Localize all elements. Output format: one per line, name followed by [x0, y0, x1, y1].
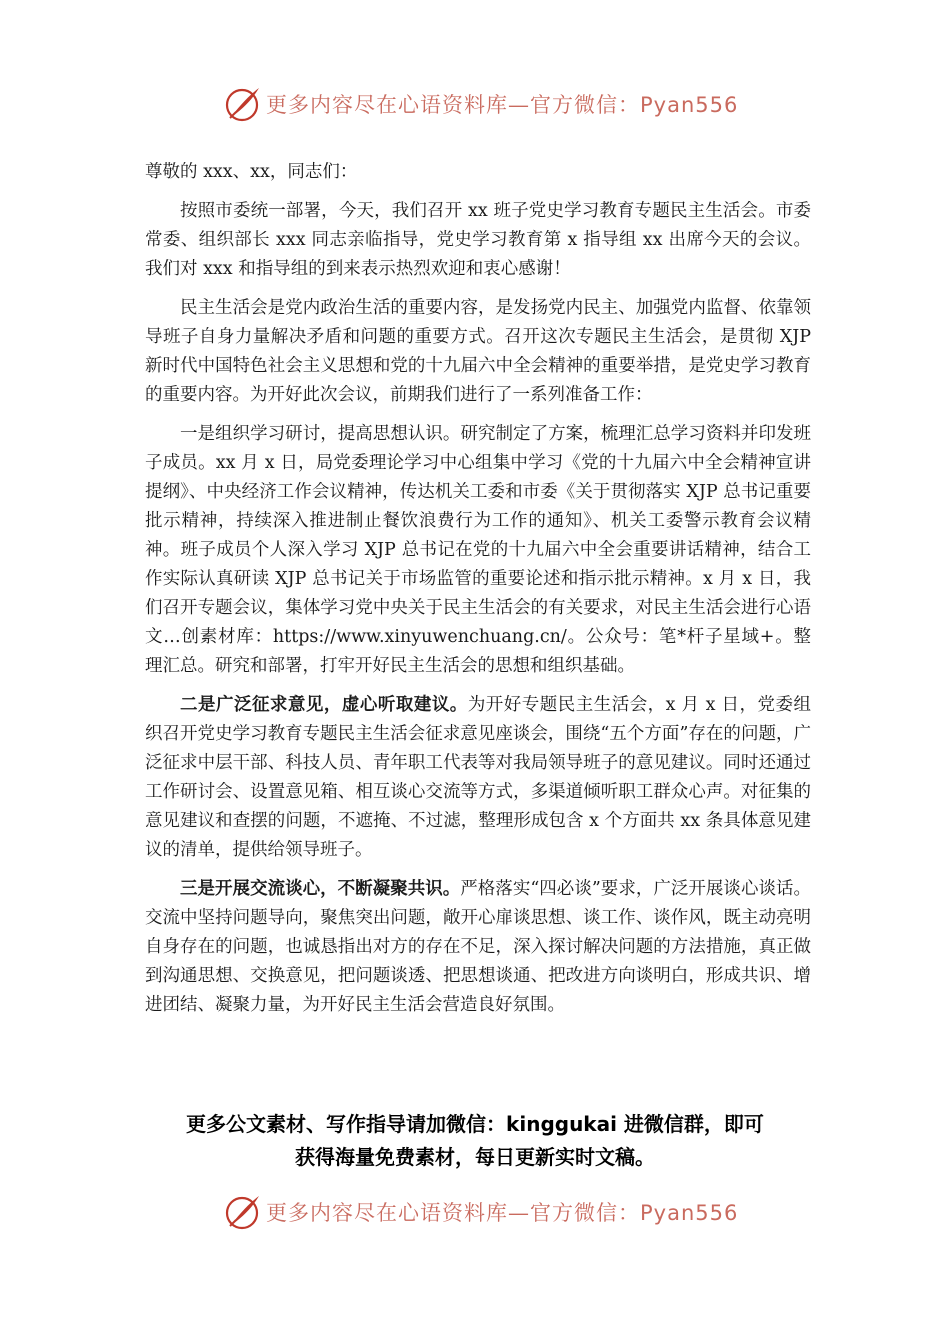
- paragraph-body: 一是组织学习研讨，提高思想认识。研究制定了方案，梳理汇总学习资料并印发班子成员。xx 月 x 日，局党委理论学习中心组集中学习《党的十九届六中全会精神宣讲提纲》、中央经济工作会议精神，传达机关工委和市委《关于贯彻落实 XJP 总书记重要批示精神，持续深入推进制止餐饮浪费行为工作的通知》、机关工委警示教育会议精神。班子成员个人深入学习 XJP 总书记在党的十九届六中全会重要讲话精神，结合工作实际认真研读 XJP 总书记关于市场监管的重要论述和指示批示精神。x 月 x 日，我们召开专题会议，集体学习党中央关于民主生活会的有关要求，对民主生活会进行心语文…创素材库：https://www.xinyuwenchuang.cn/。公众号：笔*杆子星域+。整理汇总。研究和部署，打牢开好民主生活会的思想和组织基础。: [145, 424, 811, 676]
- paragraph-body: 为开好专题民主生活会，x 月 x 日，党委组织召开党史学习教育专题民主生活会征求意见座谈会，围绕“五个方面”存在的问题，广泛征求中层干部、科技人员、青年职工代表等对我局领导班子的意见建议。同时还通过工作研讨会、设置意见箱、相互谈心交流等方式，多渠道倾听职工群众心声。对征集的意见建议和查摆的问题，不遮掩、不过滤，整理形成包含 x 个方面共 xx 条具体意见建议的清单，提供给领导班子。: [145, 695, 812, 860]
- footer-brand: 更多内容尽在心语资料库: [266, 1201, 508, 1225]
- quill-pen-logo-icon: [222, 1192, 262, 1232]
- paragraph-opening: [145, 197, 811, 284]
- footer-banner-text: [266, 1197, 738, 1227]
- paragraph-body: 按照市委统一部署，今天，我们召开 xx 班子党史学习教育专题民主生活会。市委常委、组织部长 xxx 同志亲临指导，党史学习教育第 x 指导组 xx 出席今天的会议。我们对 xxx 和指导组的到来表示热烈欢迎和衷心感谢！: [145, 201, 811, 279]
- footer-separator: —: [508, 1201, 530, 1225]
- footer-wechat: 官方微信：Pyan556: [530, 1201, 739, 1225]
- paragraph-point-three: [145, 875, 811, 1020]
- quill-pen-logo-icon: [222, 84, 262, 124]
- header-banner-text: [266, 89, 738, 119]
- header-wechat: 官方微信：Pyan556: [530, 93, 739, 117]
- salutation: 尊敬的 xxx、xx，同志们：: [145, 162, 358, 182]
- paragraph-lead: 三是开展交流谈心，不断凝聚共识。: [180, 879, 461, 899]
- paragraph-point-one: [145, 420, 811, 681]
- header-banner[interactable]: [222, 84, 738, 124]
- footer-banner[interactable]: [222, 1192, 738, 1232]
- promo-line-2: 获得海量免费素材，每日更新实时文稿。: [295, 1145, 655, 1169]
- letter-body: [145, 158, 811, 1030]
- paragraph-purpose: [145, 294, 811, 410]
- promo-notice: [130, 1108, 820, 1174]
- paragraph-body: 民主生活会是党内政治生活的重要内容，是发扬党内民主、加强党内监督、依靠领导班子自身力量解决矛盾和问题的重要方式。召开这次专题民主生活会，是贯彻 XJP 新时代中国特色社会主义思想和党的十九届六中全会精神的重要举措，是党史学习教育的重要内容。为开好此次会议，前期我们进行了一系列准备工作：: [145, 298, 811, 405]
- header-separator: —: [508, 93, 530, 117]
- paragraph-point-two: [145, 691, 811, 865]
- promo-line-1: 更多公文素材、写作指导请加微信：kinggukai 进微信群，即可: [186, 1112, 764, 1136]
- paragraph-body: 严格落实“四必谈”要求，广泛开展谈心谈话。交流中坚持问题导向，聚焦突出问题，敞开心扉谈思想、谈工作、谈作风，既主动亮明自身存在的问题，也诚恳指出对方的存在不足，深入探讨解决问题的方法措施，真正做到沟通思想、交换意见，把问题谈透、把思想谈通、把改进方向谈明白，形成共识、增进团结、凝聚力量，为开好民主生活会营造良好氛围。: [145, 879, 811, 1015]
- header-brand: 更多内容尽在心语资料库: [266, 93, 508, 117]
- paragraph-lead: 二是广泛征求意见，虚心听取建议。: [180, 695, 468, 715]
